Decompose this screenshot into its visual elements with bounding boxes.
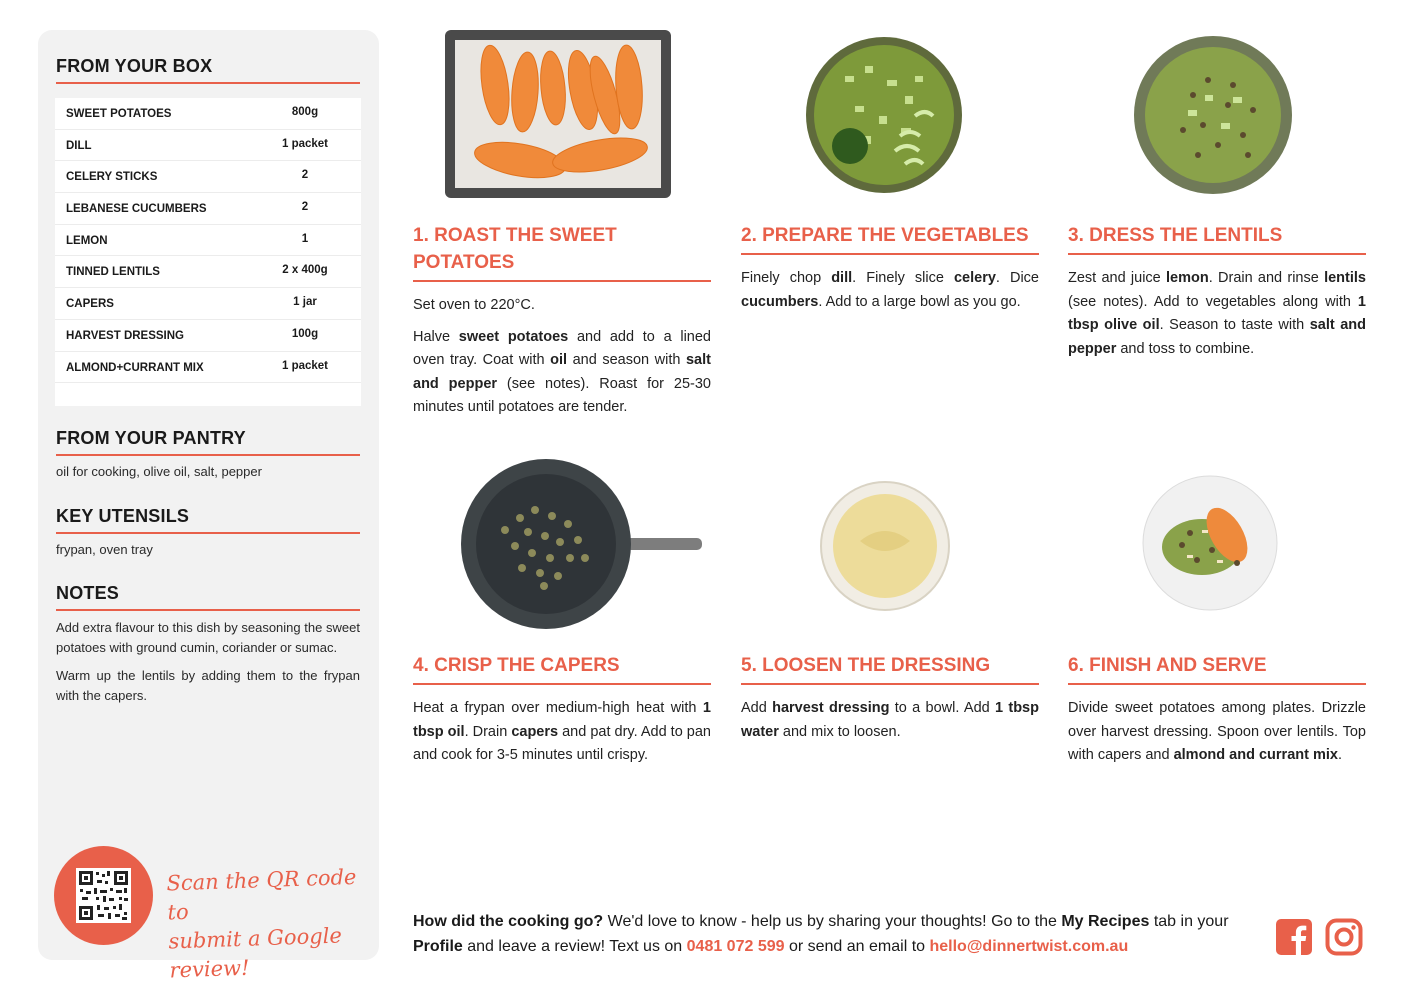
table-row xyxy=(55,225,361,257)
ingredient-name: SWEET POTATOES xyxy=(66,108,172,120)
step-title: 5. LOOSEN THE DRESSING xyxy=(741,655,991,676)
ingredient-name: HARVEST DRESSING xyxy=(66,329,185,342)
step-paragraph: Zest and juice lemon. Drain and rinse lentils (see notes). Add to vegetables along with 1 tbsp olive oil. Season to taste with salt and pepper and toss to combine. xyxy=(1068,270,1366,357)
step-2 xyxy=(741,222,1039,322)
step-1 xyxy=(413,222,711,428)
step-body xyxy=(413,294,711,420)
divider xyxy=(56,454,360,456)
roasted-sweet-potatoes-image xyxy=(445,30,671,198)
ingredient-qty: 100g xyxy=(291,327,319,340)
ingredient-name: LEMON xyxy=(66,234,108,247)
from-your-box-title: FROM YOUR BOX xyxy=(56,56,213,76)
ingredient-name: DILL xyxy=(66,139,92,152)
notes-title: NOTES xyxy=(56,583,120,603)
step-title: 3. DRESS THE LENTILS xyxy=(1068,225,1283,246)
notes-text xyxy=(56,618,360,714)
ingredient-name: LEBANESE CUCUMBERS xyxy=(66,203,207,216)
ingredient-qty: 2 xyxy=(301,169,309,182)
qr-caption xyxy=(166,863,370,986)
ingredient-qty: 2 x 400g xyxy=(282,264,328,277)
step-4 xyxy=(413,652,711,776)
divider xyxy=(741,683,1039,685)
table-row xyxy=(55,98,361,130)
step-body xyxy=(1068,267,1366,361)
step-body xyxy=(741,267,1039,314)
note-paragraph: Warm up the lentils by adding them to the frypan with the capers. xyxy=(56,668,360,703)
sidebar xyxy=(38,30,379,983)
step-paragraph: Finely chop dill. Finely slice celery. Dice cucumbers. Add to a large bowl as you go. xyxy=(741,270,1039,310)
step-paragraph: Divide sweet potatoes among plates. Drizzle over harvest dressing. Spoon over lentils. Top with capers and almond and currant mix. xyxy=(1068,700,1366,763)
ingredient-qty: 1 xyxy=(301,232,309,245)
step-paragraph: Add harvest dressing to a bowl. Add 1 tbsp water and mix to loosen. xyxy=(741,700,1039,740)
step-paragraph: Heat a frypan over medium-high heat with 1 tbsp oil. Drain capers and pat dry. Add to pan and cook for 3-5 minutes until crispy. xyxy=(413,700,711,763)
ingredient-name: CELERY STICKS xyxy=(66,171,158,184)
step-title: 4. CRISP THE CAPERS xyxy=(413,655,620,676)
dressing-bowl-image xyxy=(820,481,950,611)
step-paragraph: Set oven to 220°C. xyxy=(413,297,535,313)
ingredient-qty: 2 xyxy=(301,201,309,214)
divider xyxy=(1068,253,1366,255)
table-row xyxy=(55,288,361,320)
divider xyxy=(56,532,360,534)
note-paragraph: Add extra flavour to this dish by seasoning the sweet potatoes with ground cumin, coriander or sumac. xyxy=(56,620,360,655)
qr-code-icon[interactable] xyxy=(76,868,131,923)
instagram-icon[interactable] xyxy=(1325,918,1363,956)
table-row xyxy=(55,130,361,162)
ingredient-qty: 1 packet xyxy=(281,359,329,372)
qr-caption-line: Scan the QR code to xyxy=(166,864,357,925)
table-row xyxy=(55,161,361,193)
table-row xyxy=(55,193,361,225)
dressed-lentils-bowl-image xyxy=(1133,35,1293,195)
step-body xyxy=(413,697,711,768)
facebook-icon[interactable] xyxy=(1275,918,1313,956)
step-title: 1. ROAST THE SWEET POTATOES xyxy=(413,225,617,273)
divider xyxy=(1068,683,1366,685)
step-6 xyxy=(1068,652,1366,776)
ingredient-name: TINNED LENTILS xyxy=(66,266,160,279)
ingredient-name: ALMOND+CURRANT MIX xyxy=(66,361,204,374)
finished-dish-plate-image xyxy=(1142,475,1278,611)
pantry-text: oil for cooking, olive oil, salt, pepper xyxy=(56,464,262,479)
review-prompt: How did the cooking go? We'd love to know - help us by sharing your thoughts! Go to the My Recipes tab in your Profile and leave a review! Text us on 0481 072 599 or send an email to hello@dinnertwist.com.au xyxy=(413,913,1229,955)
divider xyxy=(56,609,360,611)
table-row xyxy=(55,256,361,288)
ingredients-table xyxy=(55,98,361,406)
ingredient-qty: 1 packet xyxy=(281,137,329,150)
divider xyxy=(413,683,711,685)
qr-code-badge[interactable] xyxy=(54,846,153,945)
step-3 xyxy=(1068,222,1366,369)
step-body xyxy=(741,697,1039,744)
capers-in-frypan-image xyxy=(460,458,704,630)
email-link[interactable]: hello@dinnertwist.com.au xyxy=(929,938,1129,955)
step-paragraph: Halve sweet potatoes and add to a lined oven tray. Coat with oil and season with salt and pepper (see notes). Roast for 25-30 minutes until potatoes are tender. xyxy=(413,328,711,415)
qr-caption-line: submit a Google review! xyxy=(168,923,343,983)
ingredient-name: CAPERS xyxy=(66,298,114,311)
phone-link[interactable]: 0481 072 599 xyxy=(686,938,785,955)
step-title: 2. PREPARE THE VEGETABLES xyxy=(741,225,1029,246)
utensils-text: frypan, oven tray xyxy=(56,542,153,557)
ingredient-qty: 800g xyxy=(291,106,319,118)
chopped-vegetables-bowl-image xyxy=(805,36,963,194)
table-row xyxy=(55,320,361,352)
step-5 xyxy=(741,652,1039,752)
step-title: 6. FINISH AND SERVE xyxy=(1068,655,1267,676)
divider xyxy=(413,280,711,282)
divider xyxy=(741,253,1039,255)
table-row xyxy=(55,352,361,384)
ingredient-qty: 1 jar xyxy=(293,296,317,309)
step-body xyxy=(1068,697,1366,768)
key-utensils-title: KEY UTENSILS xyxy=(56,506,190,526)
from-your-pantry-title: FROM YOUR PANTRY xyxy=(56,428,246,448)
divider xyxy=(56,82,360,84)
